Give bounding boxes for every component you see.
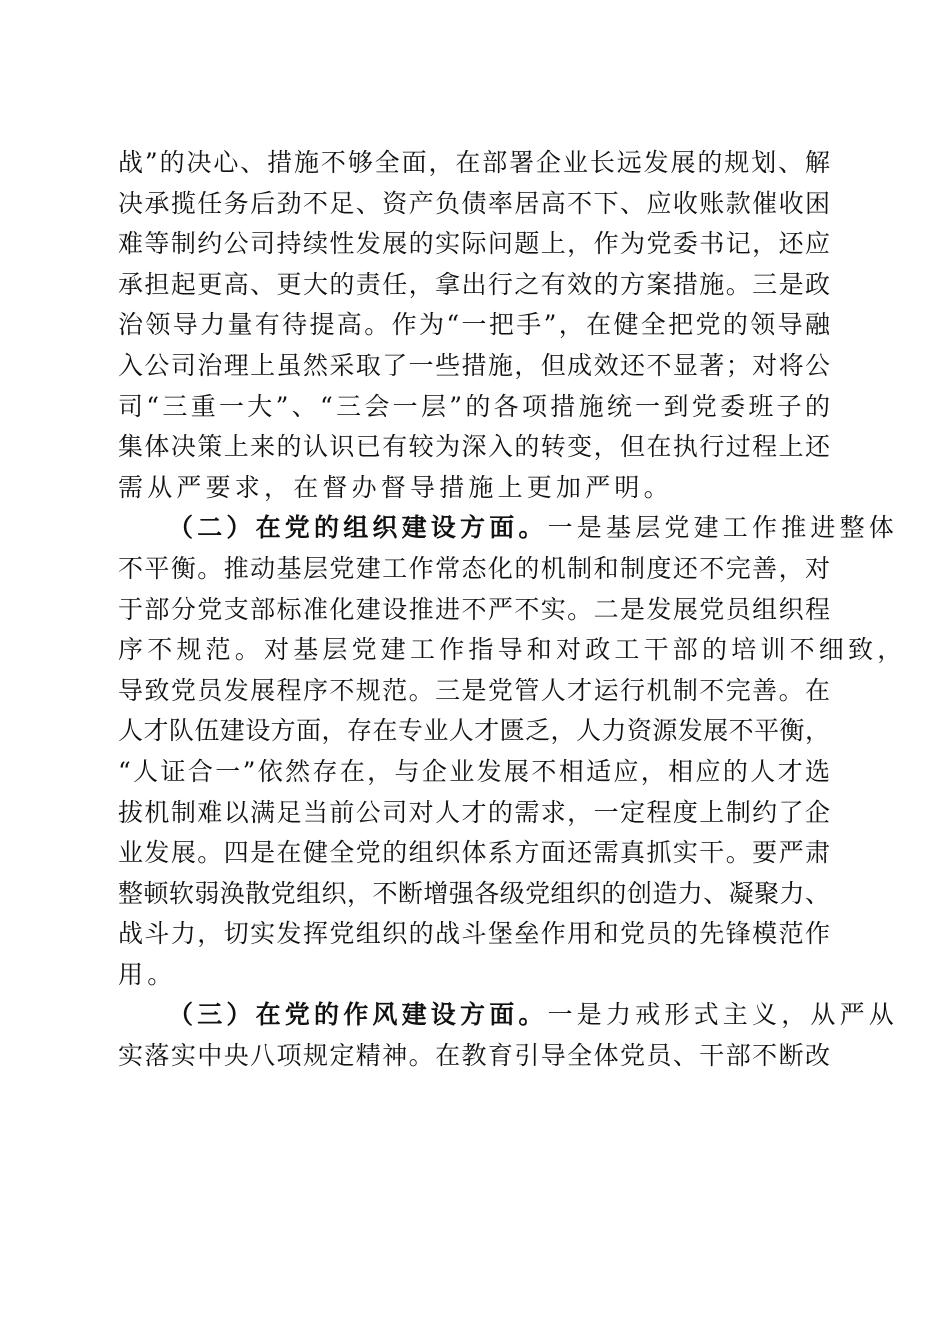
text-line: 用。 [118, 959, 177, 989]
document-body [118, 143, 907, 1077]
text-line: 集体决策上来的认识已有较为深入的转变，但在执行过程上还 [118, 432, 830, 462]
text-line: 治领导力量有待提高。作为“一把手”，在健全把党的领导融 [118, 310, 830, 340]
section-heading: （三）在党的作风建设方面。 [168, 1000, 548, 1030]
text-line: 难等制约公司持续性发展的实际问题上，作为党委书记，还应 [118, 229, 830, 259]
text-line: 拔机制难以满足当前公司对人才的需求，一定程度上制约了企 [118, 797, 830, 827]
text-line: 于部分党支部标准化建设推进不严不实。二是发展党员组织程 [118, 594, 830, 624]
text-line: 战斗力，切实发挥党组织的战斗堡垒作用和党员的先锋模范作 [118, 919, 830, 949]
text-line: 业发展。四是在健全党的组织体系方面还需真抓实干。要严肃 [118, 838, 830, 868]
paragraph-first-line [118, 508, 899, 549]
text-line: “人证合一”依然存在，与企业发展不相适应，相应的人才选 [118, 756, 830, 786]
text-line: 人才队伍建设方面，存在专业人才匮乏，人力资源发展不平衡， [118, 716, 830, 746]
text-line: 承担起更高、更大的责任，拿出行之有效的方案措施。三是政 [118, 269, 830, 299]
paragraph-first-line [118, 995, 899, 1036]
text-line: 司“三重一大”、“三会一层”的各项措施统一到党委班子的 [118, 391, 830, 421]
text-line: 战”的决心、措施不够全面，在部署企业长远发展的规划、解 [118, 148, 830, 177]
text-line: 入公司治理上虽然采取了一些措施，但成效还不显著；对将公 [118, 350, 830, 380]
text-line: 需从严要求，在督办督导措施上更加严明。 [118, 472, 673, 502]
section-heading: （二）在党的组织建设方面。 [168, 513, 548, 543]
text-line: 导致党员发展程序不规范。三是党管人才运行机制不完善。在 [118, 675, 830, 705]
text-span: 一是基层党建工作推进整体 [547, 513, 899, 543]
text-line: 决承揽任务后劲不足、资产负债率居高不下、应收账款催收困 [118, 188, 830, 218]
text-line: 实落实中央八项规定精神。在教育引导全体党员、干部不断改 [118, 1041, 830, 1071]
text-line: 序不规范。对基层党建工作指导和对政工干部的培训不细致， [118, 635, 907, 665]
text-span: 一是力戒形式主义，从严从 [547, 1000, 899, 1030]
text-line: 不平衡。推动基层党建工作常态化的机制和制度还不完善，对 [118, 553, 830, 583]
text-line: 整顿软弱涣散党组织，不断增强各级党组织的创造力、凝聚力、 [118, 878, 830, 908]
